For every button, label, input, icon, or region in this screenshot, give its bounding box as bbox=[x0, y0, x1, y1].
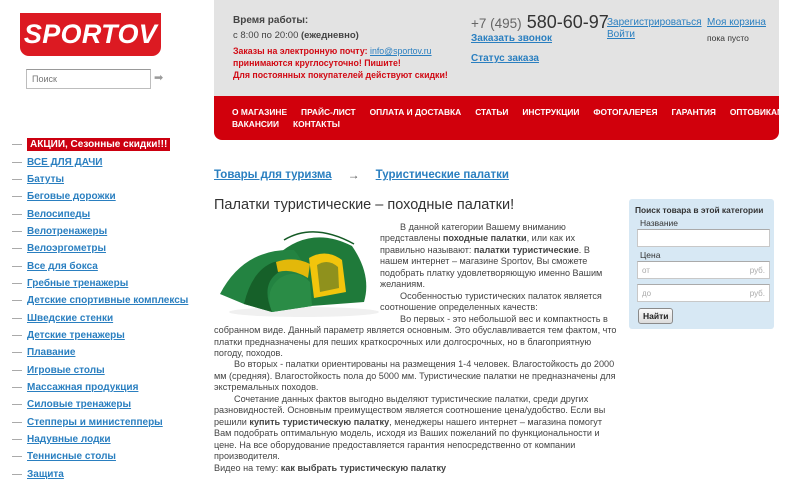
sidebar-link[interactable]: Шведские стенки bbox=[27, 312, 114, 324]
hours-note: (ежедневно) bbox=[301, 30, 359, 41]
main-nav bbox=[214, 96, 785, 140]
sidebar-item[interactable] bbox=[0, 361, 210, 378]
hours-title: Время работы: bbox=[233, 15, 309, 26]
nav-about[interactable]: О МАГАЗИНЕ bbox=[232, 107, 288, 117]
sidebar-link[interactable]: Велосипеды bbox=[27, 208, 91, 220]
article-paragraph: Особенностью туристических палаток является соотношение определенных качеств: bbox=[380, 290, 602, 313]
search-input[interactable] bbox=[26, 69, 151, 89]
login-link[interactable]: Войти bbox=[607, 29, 635, 40]
breadcrumb-parent[interactable]: Товары для туризма bbox=[214, 169, 332, 181]
currency-label: руб. bbox=[749, 265, 765, 275]
name-input[interactable] bbox=[637, 229, 770, 247]
logo[interactable] bbox=[20, 13, 161, 56]
name-label: Название bbox=[640, 218, 678, 228]
dash-icon bbox=[12, 387, 22, 388]
email-label: Заказы на электронную почту: bbox=[233, 46, 368, 56]
dash-icon bbox=[12, 144, 22, 145]
sidebar-link[interactable]: Детские тренажеры bbox=[27, 329, 125, 341]
nav-vacancies[interactable]: ВАКАНСИИ bbox=[232, 119, 279, 129]
sidebar-item[interactable] bbox=[0, 275, 210, 292]
sidebar-promo-link[interactable]: АКЦИИ, Сезонные скидки!!! bbox=[27, 138, 170, 151]
order-note bbox=[233, 45, 448, 81]
price-label: Цена bbox=[640, 250, 661, 260]
nav-instructions[interactable]: ИНСТРУКЦИИ bbox=[522, 107, 580, 117]
dash-icon bbox=[12, 474, 22, 475]
sidebar-item-promo[interactable] bbox=[0, 136, 210, 153]
dash-icon bbox=[12, 283, 22, 284]
article-paragraph: Сочетание данных фактов выгодно выделяют туристические палатки, среди других разновидностей. Основным преимуществом является соотношение цена/удобство. Если вы решили купить туристическую палатку, менеджеры нашего интернет – магазина помогут Вам подобрать оптимальную модель, исходя из Ваших пожеланий по функциональности и цене. На все оборудование предоставляется гарантия непосредственно от компании производителя. bbox=[214, 393, 606, 462]
video-link[interactable]: как выбрать туристическую палатку bbox=[280, 462, 447, 473]
sidebar-link[interactable]: Надувные лодки bbox=[27, 434, 111, 446]
nav-articles[interactable]: СТАТЬИ bbox=[475, 107, 509, 117]
dash-icon bbox=[12, 162, 22, 163]
article-paragraph: Во вторых - палатки ориентированы на размещения 1-4 человек. Влагостойкость до 2000 мм (средняя). Влагостойкость пола до 5000 мм. Туристические палатки не предназначены для экстремальных походов. bbox=[214, 359, 616, 393]
nav-payment-delivery[interactable]: ОПЛАТА И ДОСТАВКА bbox=[369, 107, 462, 117]
sidebar-item[interactable] bbox=[0, 257, 210, 274]
sidebar-item[interactable] bbox=[0, 205, 210, 222]
sidebar-item[interactable] bbox=[0, 188, 210, 205]
order-status-link[interactable]: Статус заказа bbox=[471, 53, 539, 64]
sidebar-item[interactable] bbox=[0, 171, 210, 188]
cart-status: пока пусто bbox=[707, 33, 749, 43]
email-link[interactable]: info@sportov.ru bbox=[369, 46, 432, 56]
dash-icon bbox=[12, 266, 22, 267]
dash-icon bbox=[12, 179, 22, 180]
nav-wholesale[interactable]: ОПТОВИКАМ bbox=[729, 107, 785, 117]
page-title: Палатки туристические – походные палатки! bbox=[214, 197, 515, 213]
nav-row-1 bbox=[232, 106, 785, 118]
arrow-right-icon[interactable]: ➡ bbox=[154, 72, 164, 84]
dash-icon bbox=[12, 439, 22, 440]
dash-icon bbox=[12, 404, 22, 405]
sidebar-link[interactable]: Защита bbox=[27, 468, 64, 480]
sidebar-item[interactable] bbox=[0, 466, 210, 483]
sidebar-link[interactable]: Все для бокса bbox=[27, 260, 98, 272]
sidebar-item[interactable] bbox=[0, 414, 210, 431]
sidebar-item[interactable] bbox=[0, 431, 210, 448]
hours-value bbox=[233, 30, 359, 41]
note-line-3: Для постоянных покупателей действуют скидки! bbox=[233, 70, 448, 80]
sidebar-item[interactable] bbox=[0, 396, 210, 413]
sidebar-item[interactable] bbox=[0, 292, 210, 309]
sidebar-link[interactable]: Степперы и министепперы bbox=[27, 416, 163, 428]
sidebar-link[interactable]: Детские спортивные комплексы bbox=[27, 295, 189, 307]
dash-icon bbox=[12, 456, 22, 457]
dash-icon bbox=[12, 335, 22, 336]
phone-digits: 580-60-97 bbox=[526, 12, 609, 32]
phone-number bbox=[471, 12, 609, 33]
article-paragraph: В данной категории Вашему вниманию представлены походные палатки, или как их правильно называют: палатки туристические. В нашем интернет – магазине Sportov, Вы сможете подобрать платку удовлетворяющую именно Вашим желаниям. bbox=[380, 222, 603, 290]
sidebar-item[interactable] bbox=[0, 448, 210, 465]
cart-link[interactable]: Моя корзина bbox=[707, 17, 766, 28]
sidebar-link[interactable]: Игровые столы bbox=[27, 364, 105, 376]
sidebar-item[interactable] bbox=[0, 379, 210, 396]
price-to-input[interactable] bbox=[637, 284, 770, 302]
sidebar-item[interactable] bbox=[0, 309, 210, 326]
nav-row-2 bbox=[232, 118, 779, 130]
order-call-link[interactable]: Заказать звонок bbox=[471, 33, 552, 44]
dash-icon bbox=[12, 352, 22, 353]
nav-gallery[interactable]: ФОТОГАЛЕРЕЯ bbox=[593, 107, 658, 117]
currency-label: руб. bbox=[749, 288, 765, 298]
price-from-input[interactable] bbox=[637, 261, 770, 279]
phone-code: +7 (495) bbox=[471, 16, 522, 31]
dash-icon bbox=[12, 214, 22, 215]
sidebar-link[interactable]: Велоэргометры bbox=[27, 243, 106, 255]
sidebar-item[interactable] bbox=[0, 327, 210, 344]
sidebar-link[interactable]: Массажная продукция bbox=[27, 381, 139, 393]
dash-icon bbox=[12, 300, 22, 301]
sidebar-item[interactable] bbox=[0, 223, 210, 240]
sidebar-link[interactable]: Батуты bbox=[27, 173, 65, 185]
sidebar-item[interactable] bbox=[0, 153, 210, 170]
nav-contacts[interactable]: КОНТАКТЫ bbox=[292, 119, 340, 129]
category-search-panel bbox=[629, 199, 774, 329]
sidebar-link[interactable]: ВСЕ ДЛЯ ДАЧИ bbox=[27, 156, 103, 168]
sidebar-link[interactable]: Силовые тренажеры bbox=[27, 399, 132, 411]
sidebar-link[interactable]: Велотренажеры bbox=[27, 225, 108, 237]
dash-icon bbox=[12, 196, 22, 197]
logo-text: SPORTOV bbox=[23, 19, 158, 49]
dash-icon bbox=[12, 318, 22, 319]
sidebar-item[interactable] bbox=[0, 240, 210, 257]
note-line-2: принимаются круглосуточно! Пишите! bbox=[233, 58, 401, 68]
dash-icon bbox=[12, 231, 22, 232]
price-to-placeholder: до bbox=[642, 288, 652, 298]
category-sidebar bbox=[0, 136, 210, 483]
sidebar-link[interactable]: Гребные тренажеры bbox=[27, 277, 129, 289]
price-from-placeholder: от bbox=[642, 265, 650, 275]
nav-price-list[interactable]: ПРАЙС-ЛИСТ bbox=[301, 107, 356, 117]
article-body bbox=[214, 222, 620, 474]
dash-icon bbox=[12, 370, 22, 371]
sidebar-link[interactable]: Теннисные столы bbox=[27, 451, 116, 463]
dash-icon bbox=[12, 248, 22, 249]
breadcrumb-current[interactable]: Туристические палатки bbox=[375, 169, 509, 181]
nav-warranty[interactable]: ГАРАНТИЯ bbox=[671, 107, 716, 117]
category-search-title: Поиск товара в этой категории bbox=[635, 205, 764, 215]
dash-icon bbox=[12, 422, 22, 423]
register-link[interactable]: Зарегистрироваться bbox=[607, 17, 702, 28]
sidebar-link[interactable]: Беговые дорожки bbox=[27, 191, 116, 203]
video-line: Видео на тему: как выбрать туристическую палатку bbox=[214, 462, 447, 473]
sidebar-link[interactable]: Плавание bbox=[27, 347, 76, 359]
find-button[interactable]: Найти bbox=[638, 308, 673, 324]
hours-time: с 8:00 по 20:00 bbox=[233, 30, 299, 41]
breadcrumb bbox=[214, 168, 509, 182]
header-panel bbox=[214, 0, 779, 96]
arrow-right-icon: → bbox=[347, 168, 360, 182]
sidebar-item[interactable] bbox=[0, 344, 210, 361]
article-paragraph: Во первых - это небольшой вес и компактность в собранном виде. Данный параметр является основным. Это обуславливается тем фактом, что платки предназначены для пеших краткосрочных или долгосрочных, но в благоприятную погоду, походов. bbox=[214, 313, 617, 358]
